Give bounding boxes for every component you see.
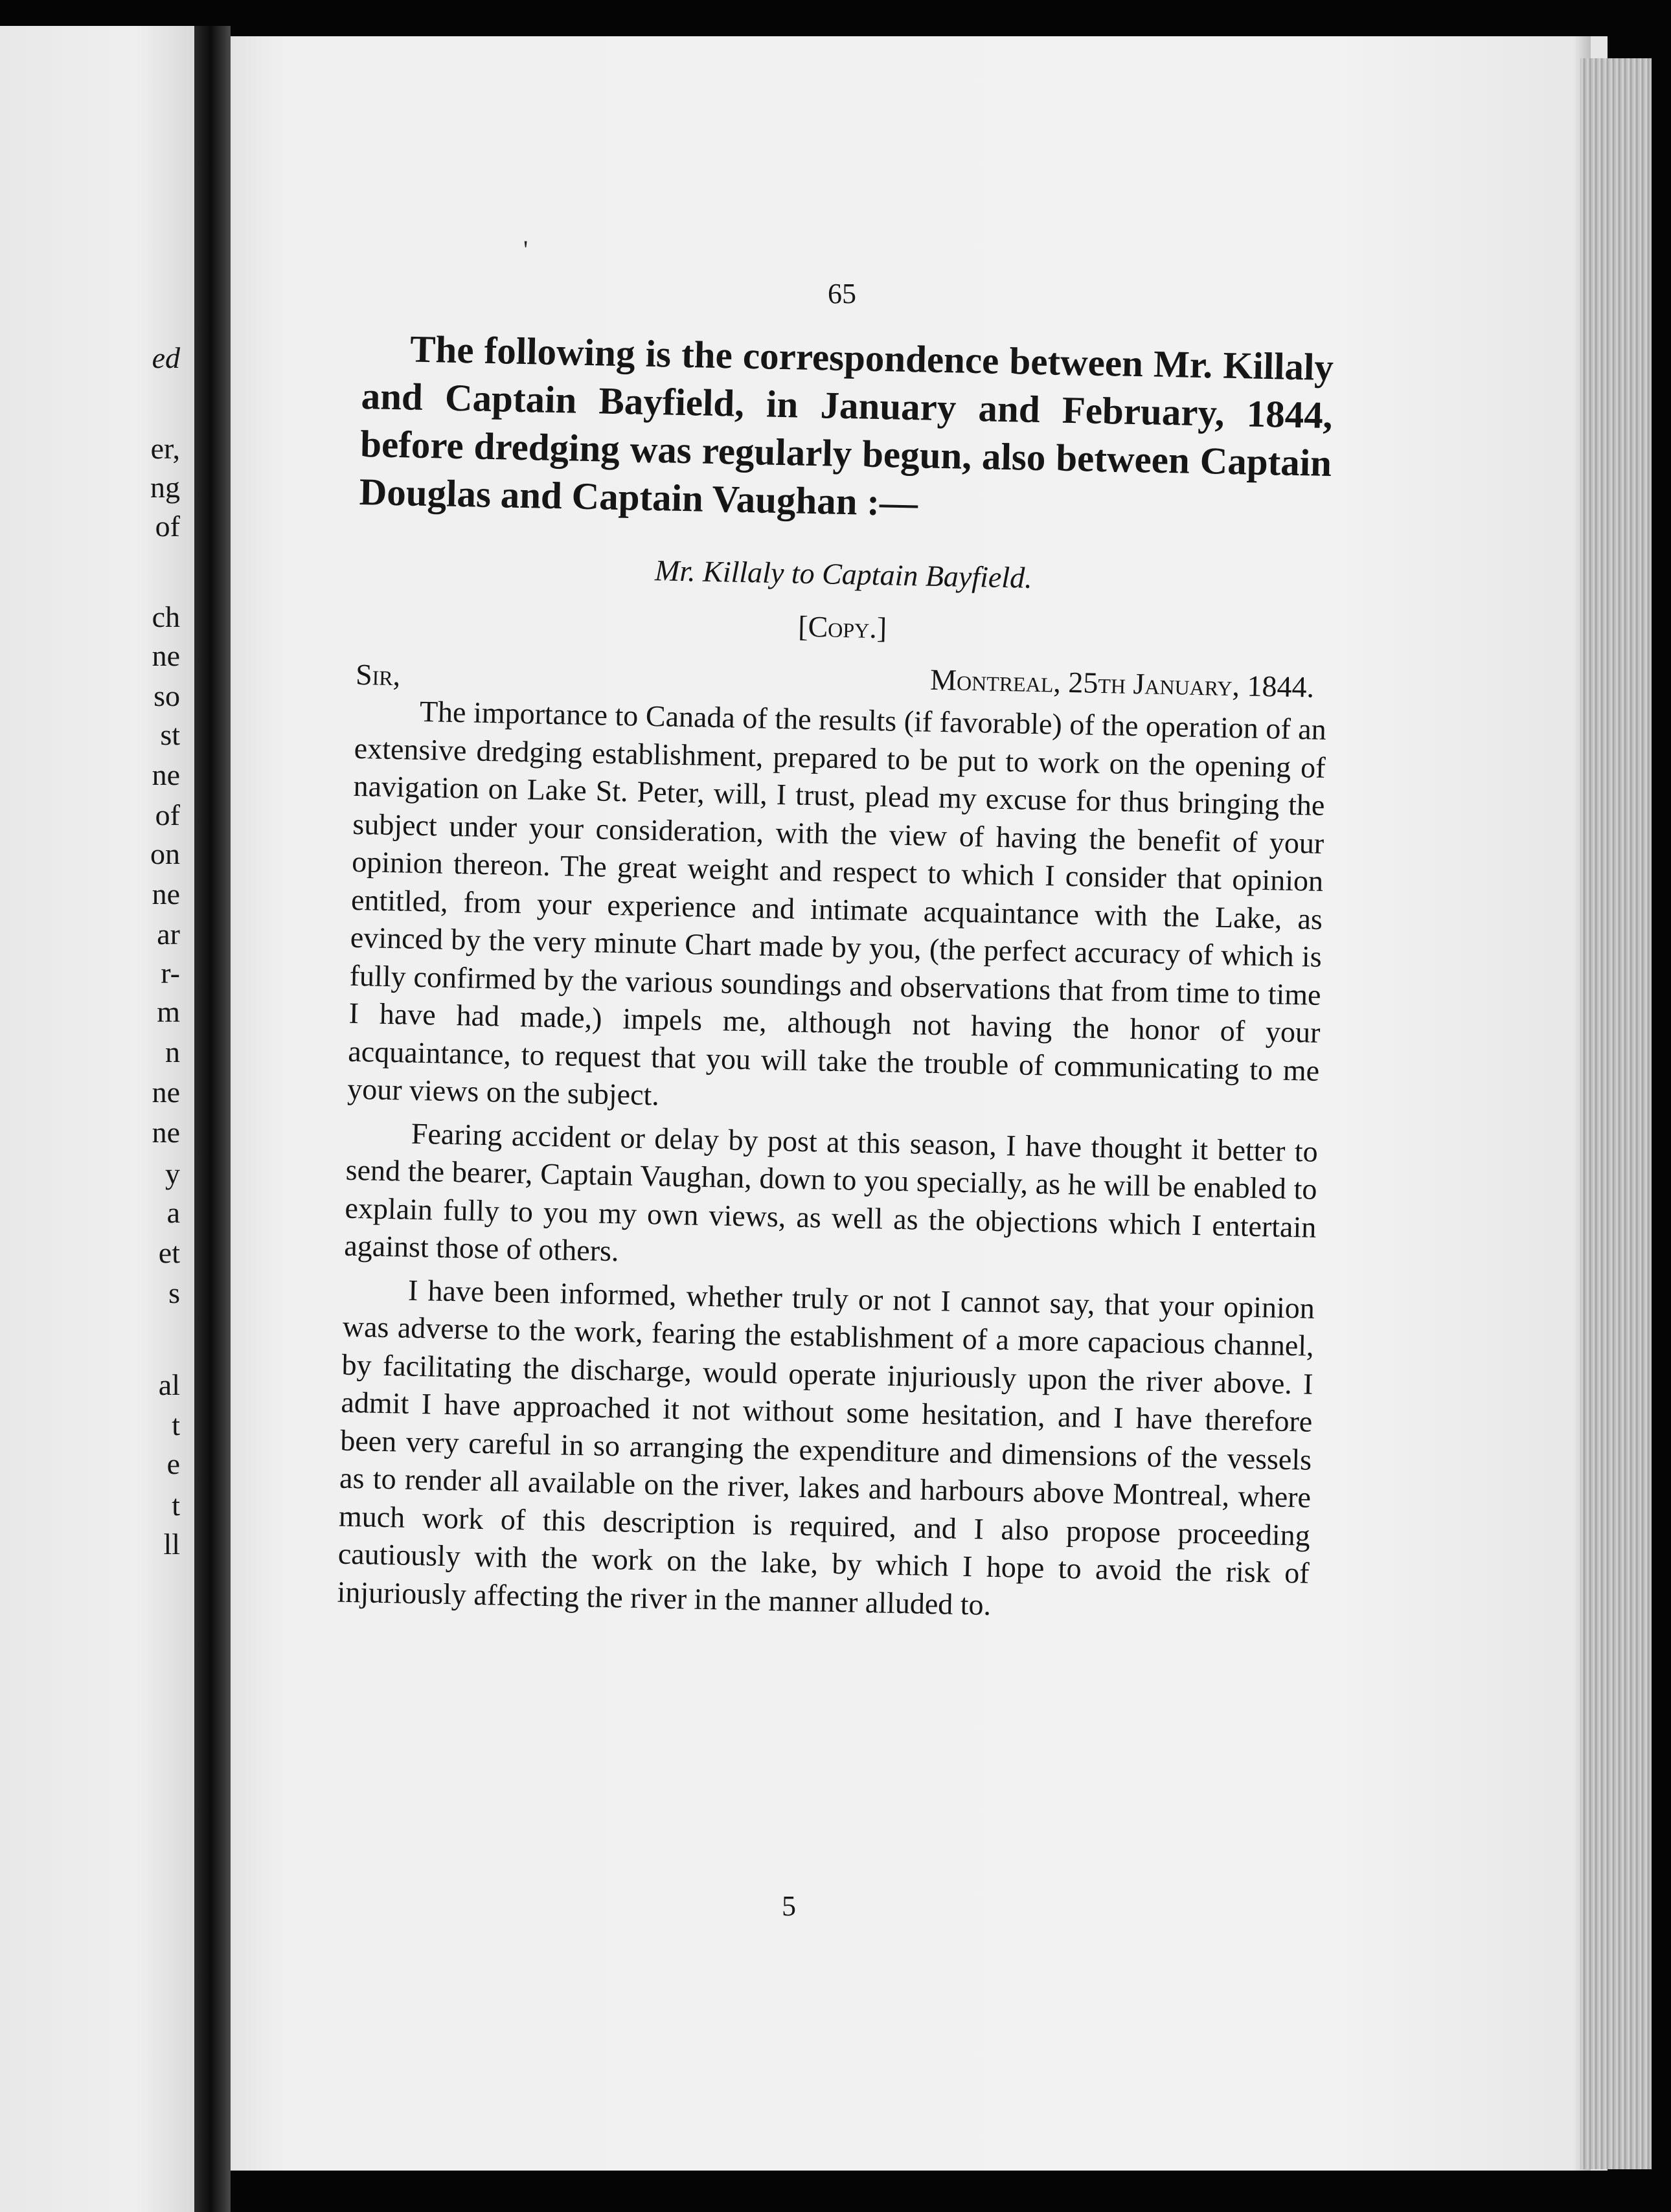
paragraph-2: Fearing accident or delay by post at this season, I have thought it better to send the bearer, Captain Vaughan, down to you specially, as he will be enabled to explain fully to you my own views, as well as the objections which I entertain against those of others. [343,1116,1319,1268]
left-page-fragment: et [158,1236,180,1269]
left-page-fragment: m [157,995,180,1028]
dateline: Montreal, 25th January, 1844. [929,662,1315,704]
paragraph-1: The importance to Canada of the results (if favorable) of the operation of an extensive dredging establishment, prepared to be put to work on the opening of navigation on Lake St. Peter, will, I trust, plead my excuse for thus bringing the subject under your consideration, with the view of having the benefit of your opinion thereon. The great weight and respect to which I consider that opinion entitled, from your experience and intimate acquaintance with the Lake, as evinced by the very minute Chart made by you, (the perfect accuracy of which is fully confirmed by the various soundings and observations that from time to time I have had made,) impels me, although not having the honor of your acquaintance, to request that you will take the trouble of communicating to me your views on the subject. [347,694,1327,1112]
left-page-fragment: ch [152,600,180,633]
salutation: Sir, [355,657,401,692]
left-page-fragment: er, [150,432,180,465]
left-page-fragment: ne [152,1116,180,1149]
left-page-fragment: ll [163,1528,180,1561]
signature-mark: 5 [782,1890,796,1922]
left-page-fragment: ng [150,471,180,504]
left-page-fragment: t [172,1489,180,1522]
intro-paragraph: The following is the correspondence between Mr. Killaly and Captain Bayfield, in January and February, 1844, before dredging was regularly begun, also between Captain Douglas and Captain Vaughan :— [359,327,1334,525]
left-page-fragment: ne [152,639,180,672]
left-page-fragment: t [172,1408,180,1441]
left-page-fragment: a [166,1196,180,1229]
left-page-fragment: st [160,718,180,751]
page-number: 65 [828,278,856,310]
left-page-fragment: ed [152,341,180,374]
left-page-fragment: y [165,1157,180,1190]
left-page-fragment: n [165,1035,180,1068]
left-page-fragment: ne [152,1076,180,1109]
left-page-fragment: s [168,1276,180,1309]
stray-mark: ' [523,235,529,264]
left-page-fragment: ar [157,918,180,951]
text-block [337,324,1334,1631]
left-page-fragment: r- [161,956,180,989]
left-page-fragment: al [158,1368,180,1401]
left-page-fragment: on [150,837,180,870]
copy-label: [Copy.] [797,609,887,645]
left-facing-page [0,26,194,2212]
left-page-fragment: so [153,679,180,712]
book-gutter [194,26,231,2212]
left-page-fragment: ne [152,877,180,910]
left-page-fragment: of [155,510,180,543]
paragraph-3: I have been informed, whether truly or not I cannot say, that your opinion was adverse to the work, fearing the establishment of a more capacious channel, by facilitating the discharge, would operate injuriously upon the river above. I admit I have approached it not without some hesitation, and I have therefore been very careful in so arranging the expenditure and dimensions of the vessels as to render all available on the river, lakes and harbours above Montreal, where much work of this description is required, and I also propose proceeding cautiously with the work on the lake, by which I hope to avoid the risk of injuriously affecting the river in the manner alluded to. [337,1273,1315,1621]
page-edges-stack [1580,58,1652,2169]
left-page-fragment: of [155,798,180,831]
left-page-fragment: e [166,1447,180,1480]
letter-heading: Mr. Killaly to Captain Bayfield. [654,554,1033,594]
left-page-fragment: ne [152,758,180,791]
